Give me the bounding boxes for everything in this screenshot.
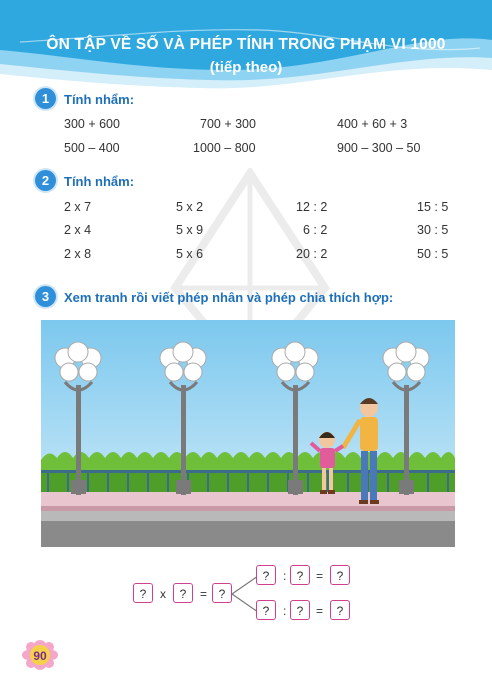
expression: 5 x 9 [176, 223, 204, 237]
expression: 20 : 2 [296, 247, 328, 261]
times-sign: x [160, 587, 166, 601]
equals-sign: = [316, 604, 324, 618]
exercise-2-title: Tính nhẩm: [64, 174, 135, 189]
expression: 900 – 300 – 50 [337, 141, 421, 155]
expression: 400 + 60 + 3 [337, 117, 408, 131]
expression: 30 : 5 [417, 223, 449, 237]
answer-box[interactable]: ? [330, 565, 350, 585]
answer-box[interactable]: ? [212, 583, 232, 603]
exercise-1-title: Tính nhẩm: [64, 92, 135, 107]
answer-box[interactable]: ? [173, 583, 193, 603]
divide-sign: : [283, 604, 287, 618]
branch-connector [232, 572, 258, 616]
equals-sign: = [316, 569, 324, 583]
exercise-3-title: Xem tranh rồi viết phép nhân và phép chia thích hợp: [64, 290, 394, 305]
expression: 1000 – 800 [193, 141, 256, 155]
page-title: ÔN TẬP VỀ SỐ VÀ PHÉP TÍNH TRONG PHẠM VI 1000 [46, 36, 446, 53]
park-illustration [41, 320, 455, 547]
exercise-1-badge: 1 [35, 88, 56, 109]
expression: 300 + 600 [64, 117, 120, 131]
expression: 2 x 8 [64, 247, 92, 261]
exercise-3-badge: 3 [35, 286, 56, 307]
expression: 5 x 2 [176, 200, 204, 214]
answer-box[interactable]: ? [290, 565, 310, 585]
expression: 50 : 5 [417, 247, 449, 261]
expression: 12 : 2 [296, 200, 328, 214]
answer-box[interactable]: ? [330, 600, 350, 620]
page-number-badge [22, 640, 58, 670]
expression: 2 x 4 [64, 223, 92, 237]
answer-box[interactable]: ? [256, 600, 276, 620]
expression: 700 + 300 [200, 117, 256, 131]
expression: 500 – 400 [64, 141, 120, 155]
expression: 6 : 2 [303, 223, 328, 237]
answer-box[interactable]: ? [290, 600, 310, 620]
expression: 2 x 7 [64, 200, 92, 214]
exercise-2-badge: 2 [35, 170, 56, 191]
page-number: 90 [33, 649, 47, 663]
divide-sign: : [283, 569, 287, 583]
answer-box[interactable]: ? [133, 583, 153, 603]
expression: 5 x 6 [176, 247, 204, 261]
answer-box[interactable]: ? [256, 565, 276, 585]
equals-sign: = [200, 587, 208, 601]
expression: 15 : 5 [417, 200, 449, 214]
page-subtitle: (tiếp theo) [209, 59, 283, 76]
